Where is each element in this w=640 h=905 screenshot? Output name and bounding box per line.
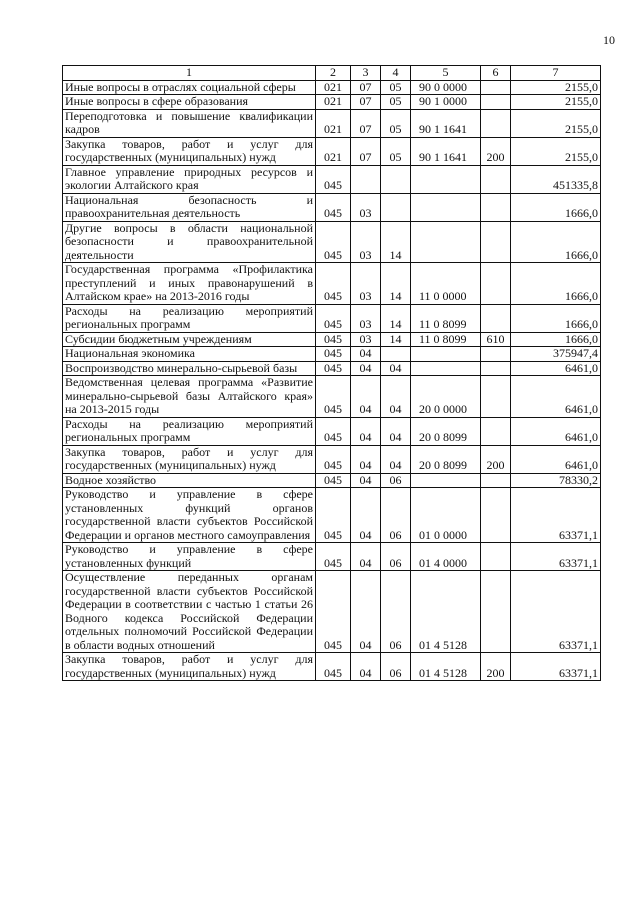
expense-type-cell: 200 [481,445,511,473]
amount-cell: 63371,1 [511,571,601,653]
admin-code-cell: 045 [316,653,351,681]
header-cell: 5 [411,66,481,81]
row-name-cell: Переподготовка и повышение квалификации кадров [63,109,316,137]
amount-cell: 1666,0 [511,304,601,332]
section-code-cell: 07 [351,137,381,165]
section-code-cell: 04 [351,653,381,681]
table-row [63,445,601,473]
table-row [63,347,601,362]
amount-cell: 1666,0 [511,263,601,305]
section-code-cell: 04 [351,417,381,445]
target-article-cell: 90 1 1641 [411,109,481,137]
subsection-code-cell: 06 [381,543,411,571]
row-name-cell: Руководство и управление в сфере установленных функций [63,543,316,571]
section-code-cell: 04 [351,543,381,571]
table-row [63,653,601,681]
amount-cell: 63371,1 [511,488,601,543]
target-article-cell [411,347,481,362]
table-row [63,80,601,95]
admin-code-cell: 045 [316,221,351,263]
target-article-cell: 20 0 8099 [411,445,481,473]
admin-code-cell: 021 [316,80,351,95]
section-code-cell: 03 [351,263,381,305]
row-name-cell: Национальная безопасность и правоохранительная деятельность [63,193,316,221]
subsection-code-cell: 14 [381,221,411,263]
admin-code-cell: 045 [316,417,351,445]
row-name-cell: Главное управление природных ресурсов и экологии Алтайского края [63,165,316,193]
target-article-cell: 01 4 5128 [411,653,481,681]
expense-type-cell [481,347,511,362]
subsection-code-cell: 05 [381,80,411,95]
subsection-code-cell: 06 [381,571,411,653]
table-row [63,488,601,543]
budget-table [62,65,601,681]
subsection-code-cell: 06 [381,653,411,681]
target-article-cell [411,361,481,376]
subsection-code-cell [381,193,411,221]
table-row [63,571,601,653]
expense-type-cell [481,109,511,137]
target-article-cell: 01 4 5128 [411,571,481,653]
row-name-cell: Государственная программа «Профилактика преступлений и иных правонарушений в Алтайском крае» на 2013-2016 годы [63,263,316,305]
amount-cell: 6461,0 [511,361,601,376]
target-article-cell: 11 0 8099 [411,332,481,347]
section-code-cell: 04 [351,347,381,362]
amount-cell: 2155,0 [511,80,601,95]
target-article-cell: 20 0 8099 [411,417,481,445]
target-article-cell [411,473,481,488]
subsection-code-cell: 04 [381,445,411,473]
section-code-cell: 04 [351,488,381,543]
row-name-cell: Руководство и управление в сфере установленных функций органов государственной власти субъектов Российской Федерации и органов местного самоуправления [63,488,316,543]
amount-cell: 6461,0 [511,376,601,418]
section-code-cell: 03 [351,332,381,347]
section-code-cell: 03 [351,304,381,332]
table-row [63,332,601,347]
amount-cell: 63371,1 [511,543,601,571]
admin-code-cell: 045 [316,347,351,362]
row-name-cell: Расходы на реализацию мероприятий региональных программ [63,417,316,445]
section-code-cell [351,165,381,193]
table-body [63,80,601,681]
amount-cell: 6461,0 [511,417,601,445]
target-article-cell: 90 1 0000 [411,95,481,110]
table-row [63,543,601,571]
amount-cell: 1666,0 [511,332,601,347]
table-row [63,263,601,305]
target-article-cell [411,165,481,193]
admin-code-cell: 045 [316,361,351,376]
header-cell: 1 [63,66,316,81]
header-cell: 6 [481,66,511,81]
admin-code-cell: 045 [316,263,351,305]
admin-code-cell: 045 [316,488,351,543]
target-article-cell: 11 0 8099 [411,304,481,332]
table-row [63,361,601,376]
row-name-cell: Национальная экономика [63,347,316,362]
table-row [63,137,601,165]
row-name-cell: Осуществление переданных органам государственной власти субъектов Российской Федерации в соответствии с частью 1 статьи 26 Водного кодекса Российской Федерации отдельных полномочий Российской Федерации в области водных отношений [63,571,316,653]
target-article-cell: 01 0 0000 [411,488,481,543]
subsection-code-cell: 05 [381,137,411,165]
table-row [63,417,601,445]
section-code-cell: 04 [351,376,381,418]
subsection-code-cell [381,347,411,362]
target-article-cell: 20 0 0000 [411,376,481,418]
expense-type-cell [481,361,511,376]
target-article-cell [411,193,481,221]
row-name-cell: Ведомственная целевая программа «Развитие минерально-сырьевой базы Алтайского края» на 2013-2015 годы [63,376,316,418]
row-name-cell: Другие вопросы в области национальной безопасности и правоохранительной деятельности [63,221,316,263]
header-cell: 2 [316,66,351,81]
section-code-cell: 04 [351,571,381,653]
expense-type-cell [481,95,511,110]
row-name-cell: Расходы на реализацию мероприятий региональных программ [63,304,316,332]
expense-type-cell [481,488,511,543]
header-cell: 3 [351,66,381,81]
row-name-cell: Субсидии бюджетным учреждениям [63,332,316,347]
admin-code-cell: 045 [316,165,351,193]
table-row [63,109,601,137]
amount-cell: 1666,0 [511,221,601,263]
admin-code-cell: 045 [316,543,351,571]
amount-cell: 451335,8 [511,165,601,193]
section-code-cell: 07 [351,95,381,110]
section-code-cell: 03 [351,193,381,221]
amount-cell: 2155,0 [511,109,601,137]
subsection-code-cell: 14 [381,263,411,305]
subsection-code-cell: 04 [381,417,411,445]
expense-type-cell [481,221,511,263]
admin-code-cell: 045 [316,332,351,347]
target-article-cell: 90 0 0000 [411,80,481,95]
target-article-cell: 01 4 0000 [411,543,481,571]
subsection-code-cell: 05 [381,95,411,110]
amount-cell: 78330,2 [511,473,601,488]
expense-type-cell [481,543,511,571]
target-article-cell: 90 1 1641 [411,137,481,165]
row-name-cell: Воспроизводство минерально-сырьевой базы [63,361,316,376]
table-row [63,95,601,110]
header-cell: 4 [381,66,411,81]
section-code-cell: 07 [351,80,381,95]
admin-code-cell: 021 [316,95,351,110]
table-row [63,376,601,418]
expense-type-cell [481,417,511,445]
amount-cell: 375947,4 [511,347,601,362]
amount-cell: 6461,0 [511,445,601,473]
target-article-cell [411,221,481,263]
expense-type-cell [481,80,511,95]
expense-type-cell [481,473,511,488]
section-code-cell: 04 [351,361,381,376]
subsection-code-cell: 06 [381,473,411,488]
admin-code-cell: 045 [316,193,351,221]
row-name-cell: Иные вопросы в сфере образования [63,95,316,110]
expense-type-cell: 200 [481,653,511,681]
expense-type-cell: 200 [481,137,511,165]
admin-code-cell: 045 [316,473,351,488]
section-code-cell: 03 [351,221,381,263]
row-name-cell: Иные вопросы в отраслях социальной сферы [63,80,316,95]
subsection-code-cell: 06 [381,488,411,543]
expense-type-cell [481,193,511,221]
table-header-row [63,66,601,81]
subsection-code-cell: 14 [381,332,411,347]
table-row [63,165,601,193]
table-row [63,221,601,263]
amount-cell: 2155,0 [511,95,601,110]
row-name-cell: Закупка товаров, работ и услуг для государственных (муниципальных) нужд [63,653,316,681]
expense-type-cell: 610 [481,332,511,347]
expense-type-cell [481,376,511,418]
target-article-cell: 11 0 0000 [411,263,481,305]
subsection-code-cell: 04 [381,361,411,376]
section-code-cell: 04 [351,445,381,473]
expense-type-cell [481,304,511,332]
amount-cell: 1666,0 [511,193,601,221]
table-row [63,304,601,332]
page-number: 10 [603,33,615,47]
section-code-cell: 04 [351,473,381,488]
admin-code-cell: 021 [316,109,351,137]
subsection-code-cell: 05 [381,109,411,137]
amount-cell: 63371,1 [511,653,601,681]
row-name-cell: Водное хозяйство [63,473,316,488]
admin-code-cell: 045 [316,304,351,332]
subsection-code-cell: 14 [381,304,411,332]
expense-type-cell [481,571,511,653]
admin-code-cell: 045 [316,376,351,418]
admin-code-cell: 021 [316,137,351,165]
row-name-cell: Закупка товаров, работ и услуг для государственных (муниципальных) нужд [63,445,316,473]
expense-type-cell [481,263,511,305]
amount-cell: 2155,0 [511,137,601,165]
row-name-cell: Закупка товаров, работ и услуг для государственных (муниципальных) нужд [63,137,316,165]
table-row [63,473,601,488]
subsection-code-cell: 04 [381,376,411,418]
admin-code-cell: 045 [316,571,351,653]
table-row [63,193,601,221]
expense-type-cell [481,165,511,193]
section-code-cell: 07 [351,109,381,137]
header-cell: 7 [511,66,601,81]
subsection-code-cell [381,165,411,193]
admin-code-cell: 045 [316,445,351,473]
